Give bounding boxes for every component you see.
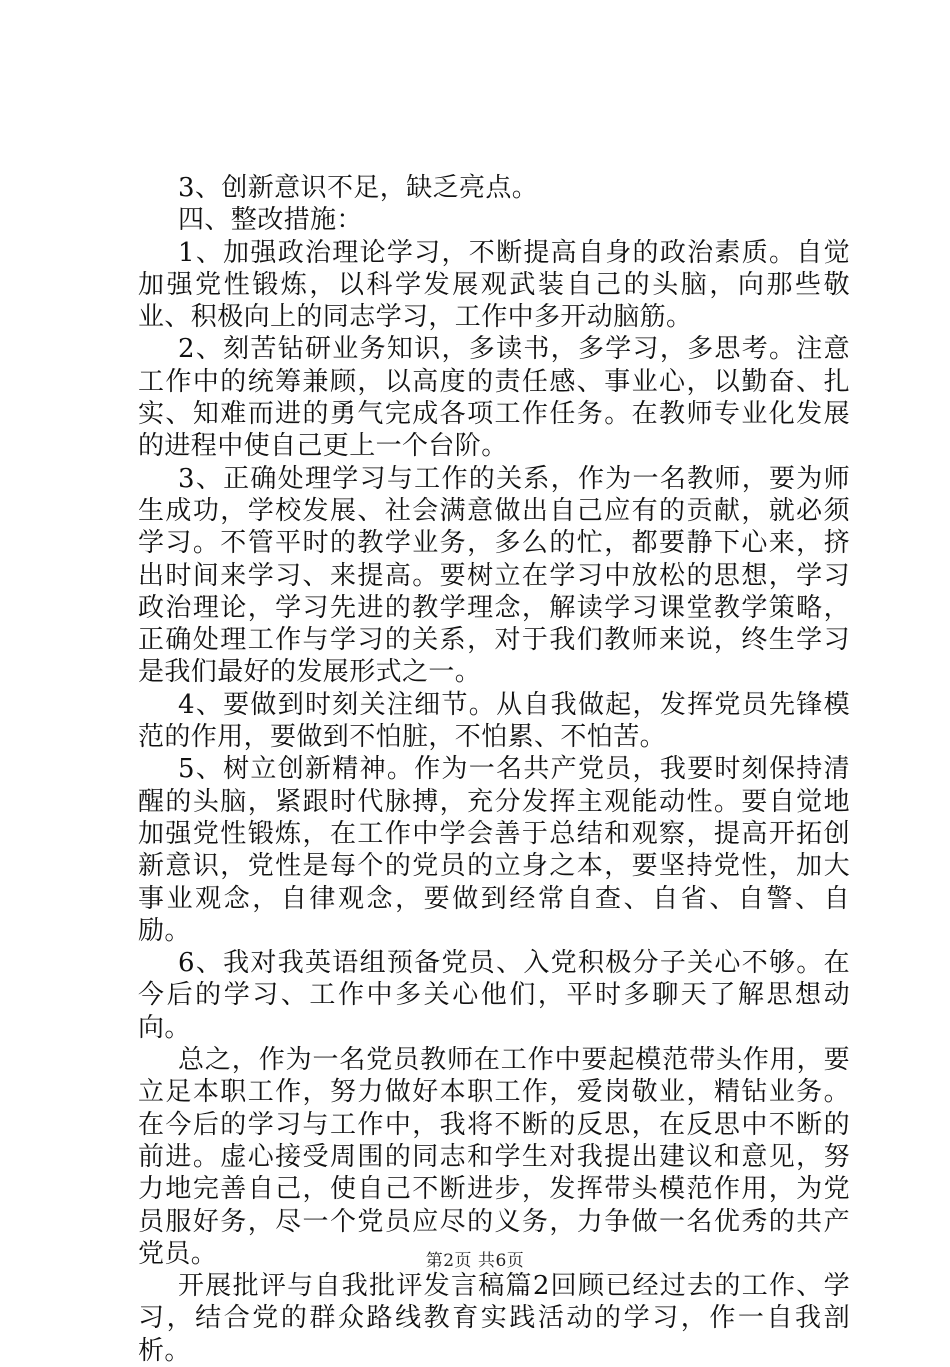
- paragraph-summary: 总之，作为一名党员教师在工作中要起模范带头作用，要立足本职工作，努力做好本职工作，爱岗敬业，精钻业务。在今后的学习与工作中，我将不断的反思，在反思中不断的前进。虚心接受周围的同志和学生对我提出建议和意见，努力地完善自己，使自己不断进步，发挥带头模范作用，为党员服好务，尽一个党员应尽的义务，力争做一名优秀的共产党员。: [138, 1045, 850, 1269]
- paragraph-measure-1: 1、加强政治理论学习，不断提高自身的政治素质。自觉加强党性锻炼，以科学发展观武装自己的头脑，向那些敬业、积极向上的同志学习，工作中多开动脑筋。: [138, 237, 850, 333]
- paragraph-measure-5: 5、树立创新精神。作为一名共产党员，我要时刻保持清醒的头脑，紧跟时代脉搏，充分发挥主观能动性。要自觉地加强党性锻炼，在工作中学会善于总结和观察，提高开拓创新意识，党性是每个的党员的立身之本，要坚持党性，加大事业观念，自律观念，要做到经常自查、自省、自警、自励。: [138, 754, 850, 946]
- paragraph-measure-6: 6、我对我英语组预备党员、入党积极分子关心不够。在今后的学习、工作中多关心他们，平时多聊天了解思想动向。: [138, 948, 850, 1043]
- section-heading-rectification: 四、整改措施：: [178, 205, 363, 236]
- paragraph-measure-2: 2、刻苦钻研业务知识，多读书，多学习，多思考。注意工作中的统筹兼顾，以高度的责任感、事业心，以勤奋、扎实、知难而进的勇气完成各项工作任务。在教师专业化发展的进程中使自己更上一个台阶。: [138, 334, 850, 462]
- paragraph-measure-3: 3、正确处理学习与工作的关系，作为一名教师，要为师生成功，学校发展、社会满意做出自己应有的贡献，就必须学习。不管平时的教学业务，多么的忙，都要静下心来，挤出时间来学习、来提高。要树立在学习中放松的思想，学习政治理论，学习先进的教学理念，解读学习课堂教学策略，正确处理工作与学习的关系，对于我们教师来说，终生学习是我们最好的发展形式之一。: [138, 463, 850, 688]
- document-body: [138, 172, 850, 1367]
- paragraph-measure-4: 4、要做到时刻关注细节。从自我做起，发挥党员先锋模范的作用，要做到不怕脏，不怕累、不怕苦。: [138, 689, 850, 753]
- paragraph-article-2-intro: 开展批评与自我批评发言稿篇2回顾已经过去的工作、学习，结合党的群众路线教育实践活动的学习，作一自我剖析。: [138, 1271, 850, 1366]
- page-footer: 第2页 共6页: [425, 1251, 525, 1271]
- paragraph-weakness-3: 3、创新意识不足，缺乏亮点。: [178, 173, 539, 203]
